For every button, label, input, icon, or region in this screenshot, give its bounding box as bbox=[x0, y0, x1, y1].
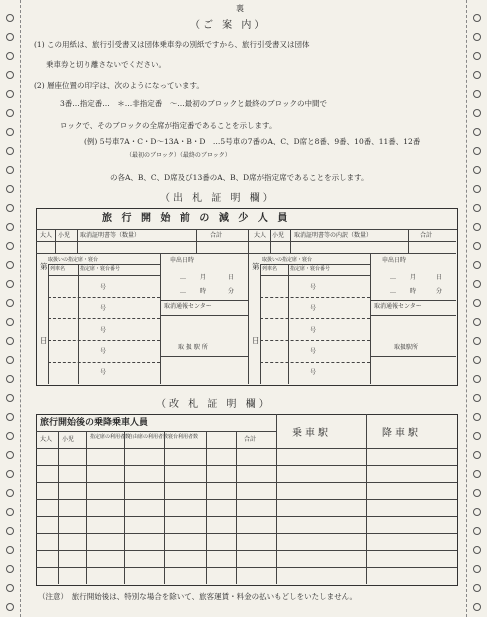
feed-hole bbox=[473, 565, 481, 573]
feed-hole bbox=[473, 223, 481, 231]
feed-hole bbox=[6, 33, 14, 41]
notice-example-a: (例) 5号車7A・C・D〜13A・B・D …5号車の7番のA、C、D席と8番、9番、10番、11番、12番 bbox=[84, 137, 421, 146]
feed-hole bbox=[6, 280, 14, 288]
exit-col-adult: 大人 bbox=[40, 232, 53, 239]
feed-hole bbox=[6, 375, 14, 383]
feed-hole bbox=[473, 413, 481, 421]
exit-handling-seat-r: 取扱いの指定席・寝台 bbox=[262, 257, 313, 263]
exit-subtitle: 旅 行 開 始 前 の 減 少 人 員 bbox=[102, 213, 291, 224]
row-mark-r1: 号 bbox=[310, 284, 317, 291]
feed-hole bbox=[473, 546, 481, 554]
exit-seat-type-r: 列車名 bbox=[262, 266, 278, 272]
feed-hole bbox=[6, 90, 14, 98]
table-row-line bbox=[36, 499, 457, 500]
exit-issue-date-r: 申出日時 bbox=[382, 257, 407, 264]
row-mark-r2: 号 bbox=[310, 305, 317, 312]
feed-hole bbox=[473, 394, 481, 402]
exit-col-total: 合計 bbox=[210, 232, 223, 239]
feed-hole bbox=[6, 356, 14, 364]
feed-hole bbox=[6, 14, 14, 22]
feed-hole bbox=[473, 356, 481, 364]
alighting-station-label: 降車駅 bbox=[382, 428, 421, 439]
exit-hour-r: 時 bbox=[410, 288, 417, 295]
table-row-line bbox=[36, 465, 457, 466]
feed-hole bbox=[6, 508, 14, 516]
feed-hole bbox=[6, 204, 14, 212]
exit-section-title: （出 札 証 明 欄） bbox=[160, 193, 276, 204]
ticket-subtitle: 旅行開始後の乗降乗車人員 bbox=[40, 418, 149, 428]
notice-example-c: の各A、B、C、D席及び13番のA、B、D席が指定席であることを示します。 bbox=[110, 173, 369, 182]
feed-hole bbox=[6, 565, 14, 573]
boarding-station-label: 乗車駅 bbox=[292, 428, 331, 439]
feed-hole bbox=[6, 546, 14, 554]
feed-hole bbox=[473, 337, 481, 345]
feed-hole bbox=[473, 489, 481, 497]
feed-hole bbox=[6, 489, 14, 497]
exit-col-adult-r: 大人 bbox=[254, 232, 267, 239]
feed-hole bbox=[473, 52, 481, 60]
table-row-line bbox=[36, 567, 457, 568]
feed-hole bbox=[6, 242, 14, 250]
row-mark-r5: 号 bbox=[310, 369, 317, 376]
exit-seat-class: 指定席・寝台番号 bbox=[80, 266, 121, 272]
feed-hole bbox=[6, 52, 14, 60]
feed-hole bbox=[473, 71, 481, 79]
notice-line-3: 3番…指定番… ＊…非指定番 〜…最初のブロックと最終のブロックの中間で bbox=[60, 99, 327, 108]
ticket-section-title: （改 札 証 明 欄） bbox=[156, 399, 272, 410]
feed-hole bbox=[473, 185, 481, 193]
left-perforation bbox=[20, 0, 21, 617]
ticket-col-a: 指定席の利用者数 bbox=[90, 434, 131, 440]
notice-line-2: (2) 層座位置の印字は、次のようになっています。 bbox=[34, 81, 204, 90]
row-mark-5: 号 bbox=[100, 369, 107, 376]
notice-example-b: （最初のブロック）（最終のブロック） bbox=[126, 152, 231, 159]
exit-minute-r: 分 bbox=[436, 288, 443, 295]
table-row-line bbox=[36, 533, 457, 534]
table-row-line bbox=[36, 448, 457, 449]
feed-hole bbox=[473, 527, 481, 535]
feed-hole bbox=[473, 280, 481, 288]
notice-title: （ご 案 内） bbox=[190, 20, 268, 31]
row-mark-r3: 号 bbox=[310, 327, 317, 334]
exit-col-total-r: 合計 bbox=[420, 232, 433, 239]
feed-hole bbox=[6, 109, 14, 117]
table-row-line bbox=[36, 550, 457, 551]
feed-hole bbox=[473, 109, 481, 117]
feed-hole bbox=[473, 33, 481, 41]
feed-hole bbox=[473, 451, 481, 459]
feed-hole bbox=[473, 128, 481, 136]
feed-hole bbox=[6, 261, 14, 269]
feed-hole bbox=[473, 14, 481, 22]
feed-hole bbox=[473, 375, 481, 383]
left-feed-holes bbox=[4, 0, 16, 617]
feed-hole bbox=[6, 185, 14, 193]
feed-hole bbox=[473, 508, 481, 516]
feed-hole bbox=[6, 223, 14, 231]
exit-month: 月 bbox=[200, 274, 207, 281]
feed-hole bbox=[6, 584, 14, 592]
row-mark-1: 号 bbox=[100, 284, 107, 291]
feed-hole bbox=[6, 603, 14, 611]
ticket-col-b: 自由席の利用者数 bbox=[128, 434, 169, 440]
exit-dots-r1: … bbox=[390, 274, 396, 281]
notice-line-4: ロックで、そのブロックの全席が指定番であることを示します。 bbox=[60, 121, 277, 130]
page-mark: 裏 bbox=[236, 4, 244, 13]
ticket-col-c: 寝台利用者数 bbox=[168, 434, 199, 440]
feed-hole bbox=[6, 166, 14, 174]
exit-minute: 分 bbox=[228, 288, 235, 295]
feed-hole bbox=[6, 470, 14, 478]
feed-hole bbox=[473, 470, 481, 478]
exit-dots-2: … bbox=[180, 288, 186, 295]
feed-hole bbox=[6, 451, 14, 459]
exit-seat-class-r: 指定席・寝台番号 bbox=[290, 266, 331, 272]
feed-hole bbox=[473, 318, 481, 326]
feed-hole bbox=[6, 128, 14, 136]
exit-handling-seat: 取扱いの指定席・寝台 bbox=[48, 257, 99, 263]
exit-row-label-r: 日 bbox=[252, 336, 260, 345]
exit-hour: 時 bbox=[200, 288, 207, 295]
exit-col-ticket: 取消証明書等（数量） bbox=[80, 232, 141, 239]
feed-hole bbox=[473, 204, 481, 212]
ticket-col-total: 合計 bbox=[244, 436, 257, 443]
exit-handling-station-r: 取扱駅所 bbox=[394, 344, 419, 351]
feed-hole bbox=[473, 299, 481, 307]
exit-handling-station: 取 扱 駅 所 bbox=[178, 344, 208, 351]
exit-cancel-center-r: 取消通報センター bbox=[374, 303, 422, 310]
notice-line-1a: (1) この用紙は、旅行引受書又は団体乗車券の別紙ですから、旅行引受書又は団体 bbox=[34, 40, 310, 49]
exit-issue-date: 申出日時 bbox=[170, 257, 195, 264]
row-mark-4: 号 bbox=[100, 348, 107, 355]
feed-hole bbox=[473, 242, 481, 250]
feed-hole bbox=[6, 413, 14, 421]
notice-line-1b: 乗車券と切り離さないでください。 bbox=[46, 60, 166, 69]
feed-hole bbox=[473, 603, 481, 611]
feed-hole bbox=[6, 527, 14, 535]
table-row-line bbox=[36, 482, 457, 483]
feed-hole bbox=[6, 299, 14, 307]
row-mark-2: 号 bbox=[100, 305, 107, 312]
row-mark-r4: 号 bbox=[310, 348, 317, 355]
feed-hole bbox=[473, 90, 481, 98]
exit-first-label-r: 第 bbox=[252, 262, 260, 271]
exit-col-ticket-r: 取消証明書等の内訳（数量） bbox=[294, 232, 373, 239]
exit-day: 日 bbox=[228, 274, 235, 281]
feed-hole bbox=[473, 166, 481, 174]
exit-cancel-center: 取消通報センター bbox=[164, 303, 212, 310]
feed-hole bbox=[473, 261, 481, 269]
exit-row-label: 日 bbox=[40, 336, 48, 345]
feed-hole bbox=[6, 337, 14, 345]
right-feed-holes bbox=[471, 0, 483, 617]
ticket-col-child: 小児 bbox=[62, 436, 75, 443]
right-perforation bbox=[466, 0, 467, 617]
feed-hole bbox=[473, 432, 481, 440]
feed-hole bbox=[6, 71, 14, 79]
feed-hole bbox=[6, 147, 14, 155]
exit-col-child-r: 小児 bbox=[272, 232, 285, 239]
table-row-line bbox=[36, 516, 457, 517]
ticket-col-adult: 大人 bbox=[40, 436, 53, 443]
exit-dots-r2: … bbox=[390, 288, 396, 295]
exit-day-r: 日 bbox=[436, 274, 443, 281]
exit-dots-1: … bbox=[180, 274, 186, 281]
exit-month-r: 月 bbox=[410, 274, 417, 281]
feed-hole bbox=[6, 394, 14, 402]
feed-hole bbox=[6, 318, 14, 326]
row-mark-3: 号 bbox=[100, 327, 107, 334]
feed-hole bbox=[6, 432, 14, 440]
exit-col-child: 小児 bbox=[58, 232, 71, 239]
exit-first-label: 第 bbox=[40, 262, 48, 271]
exit-seat-type: 列車名 bbox=[50, 266, 66, 272]
feed-hole bbox=[473, 584, 481, 592]
feed-hole bbox=[473, 147, 481, 155]
footnote: （注意） 旅行開始後は、特別な場合を除いて、旅客運賃・料金の払いもどしをいたしません。 bbox=[38, 592, 358, 601]
